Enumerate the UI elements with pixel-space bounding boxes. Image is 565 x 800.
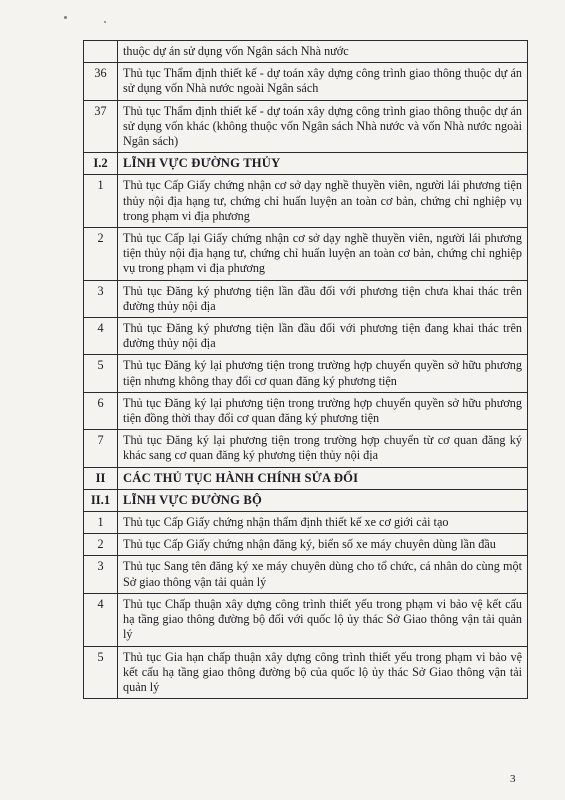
procedure-name: Thủ tục Cấp Giấy chứng nhận đăng ký, biển số xe máy chuyên dùng lần đầu: [118, 534, 528, 556]
row-number: 4: [84, 318, 118, 355]
procedure-name: Thủ tục Sang tên đăng ký xe máy chuyên dùng cho tổ chức, cá nhân do cùng một Sở giao thông vận tải quản lý: [118, 556, 528, 593]
procedure-name: Thủ tục Đăng ký lại phương tiện trong trường hợp chuyển từ cơ quan đăng ký khác sang cơ quan đăng ký phương tiện thủy nội địa: [118, 430, 528, 467]
table-row: [84, 63, 528, 100]
procedure-name: Thủ tục Đăng ký phương tiện lần đầu đối với phương tiện chưa khai thác trên đường thủy nội địa: [118, 280, 528, 317]
section-title: LĨNH VỰC ĐƯỜNG BỘ: [118, 489, 528, 511]
row-number: I.2: [84, 153, 118, 175]
row-number: 3: [84, 280, 118, 317]
row-number: 37: [84, 100, 118, 153]
row-number: 1: [84, 512, 118, 534]
table-row: [84, 392, 528, 429]
table-row: [84, 556, 528, 593]
procedures-table: [83, 40, 528, 699]
page-number: 3: [510, 773, 516, 785]
row-number: [84, 41, 118, 63]
table-row: [84, 430, 528, 467]
procedure-name: Thủ tục Đăng ký phương tiện lần đầu đối với phương tiện đang khai thác trên đường thủy nội địa: [118, 318, 528, 355]
table-row: [84, 228, 528, 281]
section-row: [84, 467, 528, 489]
table-row: [84, 512, 528, 534]
procedure-name: Thủ tục Cấp Giấy chứng nhận thẩm định thiết kế xe cơ giới cải tạo: [118, 512, 528, 534]
row-number: 1: [84, 175, 118, 228]
row-number: 2: [84, 534, 118, 556]
section-row: [84, 153, 528, 175]
table-row: [84, 534, 528, 556]
procedures-table-body: [84, 41, 528, 699]
table-row: [84, 41, 528, 63]
procedure-name: Thủ tục Thẩm định thiết kế - dự toán xây dựng công trình giao thông thuộc dự án sử dụng vốn khác (không thuộc vốn Ngân sách Nhà nước và vốn Nhà nước ngoài Ngân sách): [118, 100, 528, 153]
procedure-name: Thủ tục Đăng ký lại phương tiện trong trường hợp chuyển quyền sở hữu phương tiện đồng thời thay đổi cơ quan đăng ký phương tiện: [118, 392, 528, 429]
section-title: CÁC THỦ TỤC HÀNH CHÍNH SỬA ĐỔI: [118, 467, 528, 489]
row-number: 36: [84, 63, 118, 100]
table-row: [84, 646, 528, 699]
row-number: II: [84, 467, 118, 489]
row-number: 5: [84, 355, 118, 392]
table-row: [84, 175, 528, 228]
procedure-name: thuộc dự án sử dụng vốn Ngân sách Nhà nước: [118, 41, 528, 63]
row-number: II.1: [84, 489, 118, 511]
row-number: 3: [84, 556, 118, 593]
procedure-name: Thủ tục Cấp lại Giấy chứng nhận cơ sở dạy nghề thuyền viên, người lái phương tiện thủy nội địa hạng tư, chứng chỉ huấn luyện an toàn cơ bản, chứng chỉ nghiệp vụ trong phạm vi địa phương: [118, 228, 528, 281]
table-row: [84, 100, 528, 153]
table-row: [84, 280, 528, 317]
procedure-name: Thủ tục Cấp Giấy chứng nhận cơ sở dạy nghề thuyền viên, người lái phương tiện thủy nội địa hạng tư, chứng chỉ huấn luyện an toàn cơ bản, chứng chỉ nghiệp vụ trong phạm vi địa phương: [118, 175, 528, 228]
procedure-name: Thủ tục Đăng ký lại phương tiện trong trường hợp chuyển quyền sở hữu phương tiện nhưng không thay đổi cơ quan đăng ký phương tiện: [118, 355, 528, 392]
procedure-name: Thủ tục Gia hạn chấp thuận xây dựng công trình thiết yếu trong phạm vi bảo vệ kết cấu hạ tầng giao thông đường bộ của quốc lộ ủy thác Sở Giao thông vận tải quản lý: [118, 646, 528, 699]
row-number: 2: [84, 228, 118, 281]
scan-speck: [104, 21, 106, 23]
table-row: [84, 593, 528, 646]
row-number: 7: [84, 430, 118, 467]
section-row: [84, 489, 528, 511]
table-row: [84, 318, 528, 355]
table-row: [84, 355, 528, 392]
row-number: 5: [84, 646, 118, 699]
scan-speck: [64, 16, 67, 19]
row-number: 6: [84, 392, 118, 429]
row-number: 4: [84, 593, 118, 646]
procedure-name: Thủ tục Chấp thuận xây dựng công trình thiết yếu trong phạm vi bảo vệ kết cấu hạ tầng giao thông đường bộ đối với quốc lộ ủy thác Sở Giao thông vận tải quản lý: [118, 593, 528, 646]
procedure-name: Thủ tục Thẩm định thiết kế - dự toán xây dựng công trình giao thông thuộc dự án sử dụng vốn Nhà nước ngoài Ngân sách: [118, 63, 528, 100]
section-title: LĨNH VỰC ĐƯỜNG THỦY: [118, 153, 528, 175]
